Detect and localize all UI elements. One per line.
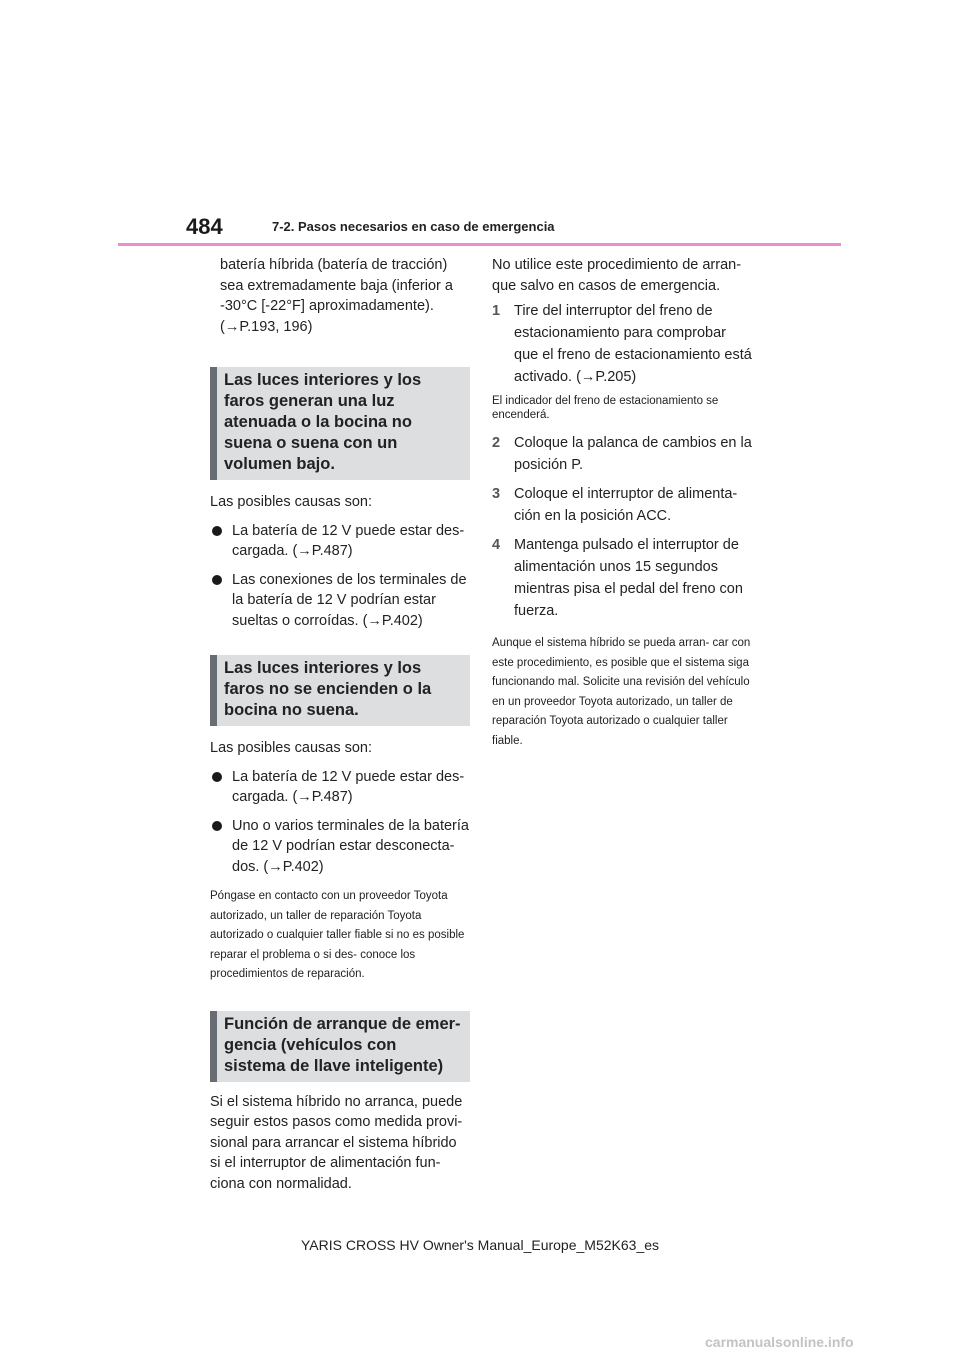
list-item: Las conexiones de los terminales de la batería de 12 V podrían estar sueltas o corroídas. (→P.402): [210, 570, 470, 632]
step-number: 1: [492, 303, 501, 319]
footer-text: YARIS CROSS HV Owner's Manual_Europe_M52K63_es: [300, 1237, 660, 1253]
step-3: 3 Coloque el interruptor de alimenta- ción en la posición ACC.: [492, 483, 752, 527]
causes-label: Las posibles causas son:: [210, 494, 373, 510]
step-4: 4 Mantenga pulsado el interruptor de alimentación unos 15 segundos mientras pisa el pedal del freno con fuerza.: [492, 534, 752, 622]
page-number: 484: [186, 214, 223, 239]
step-number: 4: [492, 537, 501, 553]
section-heading-no-lights: Las luces interiores y los faros no se encienden o la bocina no suena.: [210, 655, 470, 726]
right-column: [492, 255, 752, 751]
emergency-start-paragraph: Si el sistema híbrido no arranca, puede seguir estos pasos como medida provi- sional para arrancar el sistema híbrido si el interruptor de alimentación fun- ciona con normalidad.: [210, 1093, 463, 1192]
step-number: 3: [492, 486, 501, 502]
bullet-icon: [212, 772, 222, 782]
section-heading-emergency-start: Función de arranque de emer- gencia (vehículos con sistema de llave inteligente): [210, 1011, 470, 1082]
step-number: 2: [492, 435, 501, 451]
watermark: carmanualsonline.info: [705, 1334, 854, 1350]
list-item: La batería de 12 V puede estar des- cargada. (→P.487): [210, 521, 470, 562]
final-note: Aunque el sistema híbrido se pueda arran- car con este procedimiento, es posible que el sistema siga funcionando mal. Solicite una revisión del vehículo en un proveedor Toyota autorizado, un taller de reparación Toyota autorizado o cualquier taller fiable.: [492, 637, 751, 747]
section-heading-dim-lights: Las luces interiores y los faros generan una luz atenuada o la bocina no suena o suena con un volumen bajo.: [210, 367, 470, 480]
intro-paragraph: batería híbrida (batería de tracción) sea extremadamente baja (inferior a -30°C [-22°F] aproximadamente). (→P.193, 196): [220, 257, 453, 335]
list-item: La batería de 12 V puede estar des- cargada. (→P.487): [210, 767, 470, 808]
causes-label: Las posibles causas son:: [210, 740, 373, 756]
left-column: [210, 255, 470, 1194]
section-title: 7-2. Pasos necesarios en caso de emergencia: [272, 219, 555, 234]
bullet-icon: [212, 575, 222, 585]
bullet-icon: [212, 526, 222, 536]
warning-intro: No utilice este procedimiento de arran- que salvo en casos de emergencia.: [492, 257, 742, 294]
step-1: 1 Tire del interruptor del freno de estacionamiento para comprobar que el freno de estacionamiento está activado. (→P.205): [492, 300, 752, 388]
list-item: Uno o varios terminales de la batería de 12 V podrían estar desconecta- dos. (→P.402): [210, 816, 470, 878]
step-2: 2 Coloque la palanca de cambios en la posición P.: [492, 432, 752, 476]
header-rule: [118, 243, 841, 246]
step-1-note: El indicador del freno de estacionamiento se encenderá.: [492, 395, 719, 421]
bullet-icon: [212, 821, 222, 831]
contact-note: Póngase en contacto con un proveedor Toyota autorizado, un taller de reparación Toyota autorizado o cualquier taller fiable si no es posible reparar el problema o si des- conoce los procedimientos de reparación.: [210, 890, 465, 980]
